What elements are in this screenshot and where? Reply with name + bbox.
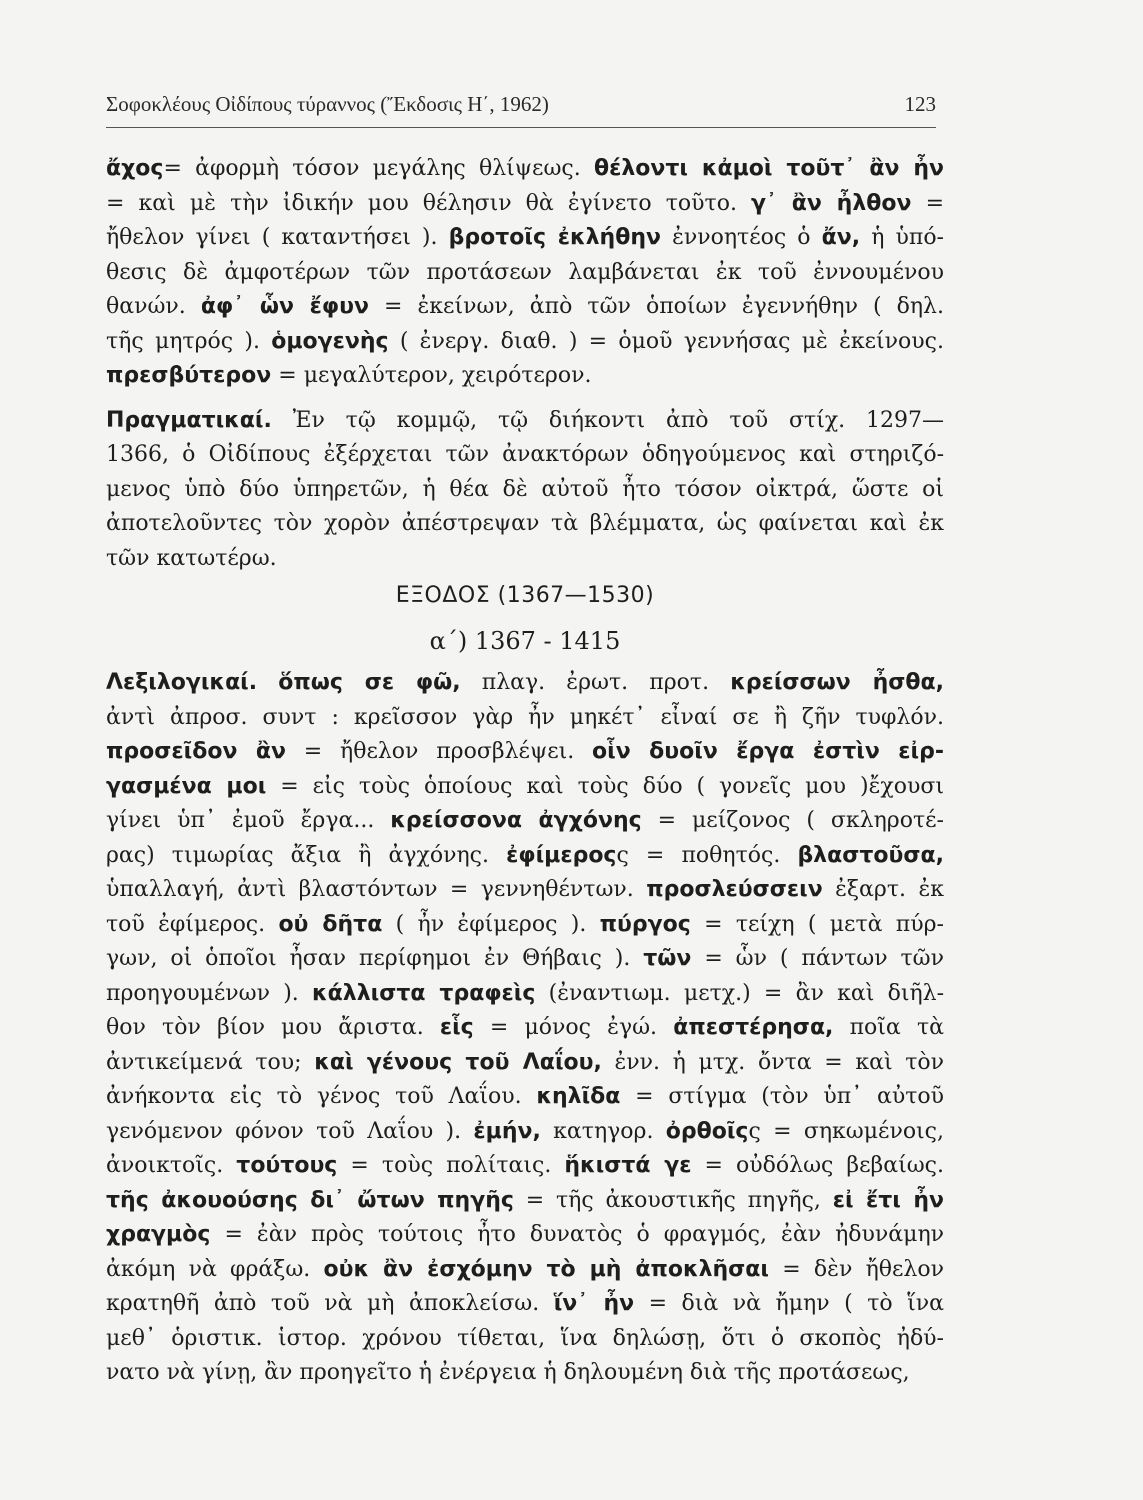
text-run: τῶν κατωτέρω. bbox=[106, 545, 277, 571]
lemma-bold: εἰ ἔτι ἦν bbox=[832, 1187, 944, 1213]
text-run: γενόμενον φόνον τοῦ Λαΐου ). bbox=[106, 1118, 474, 1144]
text-line bbox=[106, 187, 944, 222]
text-run: ἀνήκοντα εἰς τὸ γένος τοῦ Λαΐου. bbox=[106, 1084, 537, 1109]
lemma-bold: τῆς ἀκουούσης δι᾽ ὤτων πηγῆς bbox=[106, 1187, 514, 1213]
text-line bbox=[106, 1115, 944, 1150]
text-run: ἤθελον γίνει ( καταντήσει ). bbox=[106, 225, 449, 250]
text-run: ρας) τιμωρίας ἄξια ἢ ἀγχόνης. bbox=[106, 842, 507, 868]
text-line bbox=[106, 735, 944, 770]
lemma-bold: ἀφ᾽ ὧν ἔφυν bbox=[200, 294, 369, 319]
lemma-bold: ἀπεστέρησα, bbox=[673, 1015, 834, 1040]
lemma-bold: βροτοῖς ἐκλήθην bbox=[448, 225, 661, 250]
lemma-bold: προσεῖδον ἂν bbox=[106, 739, 286, 764]
text-run: ἀκόμη νὰ φράξω. bbox=[106, 1256, 324, 1282]
lemma-bold: Πραγματικαί. bbox=[106, 407, 272, 433]
running-header bbox=[106, 92, 936, 117]
text-line bbox=[106, 942, 944, 977]
text-line bbox=[106, 290, 944, 325]
text-line bbox=[106, 473, 944, 508]
text-run: = στίγμα (τὸν ὑπ᾽ αὐτοῦ bbox=[620, 1084, 944, 1109]
text-run: = ἐὰν πρὸς τούτοις ἦτο δυνατὸς ὁ φραγμός, ἐὰν ἠδυνάμην bbox=[210, 1222, 944, 1247]
text-run: κατηγορ. bbox=[540, 1118, 666, 1144]
text-run: ἀντὶ ἀπροσ. συντ : κρεῖσσον γὰρ ἦν μηκέτ᾽ εἶναί σε ἢ ζῆν τυφλόν. bbox=[106, 704, 944, 730]
text-run: = ὧν ( πάντων τῶν bbox=[691, 946, 944, 971]
text-line bbox=[106, 404, 944, 439]
paragraph-pragmatikai bbox=[106, 404, 944, 577]
lemma-bold: προσλεύσσειν bbox=[646, 877, 823, 902]
text-line bbox=[106, 804, 944, 839]
lemma-bold: ἵν᾽ ἦν bbox=[553, 1291, 635, 1316]
text-line bbox=[106, 666, 944, 701]
lemma-bold: γ᾽ ἂν ἦλθον bbox=[751, 190, 912, 216]
text-line bbox=[106, 221, 944, 256]
text-run: νατο νὰ γίνῃ, ἂν προηγεῖτο ἡ ἐνέργεια ἡ δηλουμένη διὰ τῆς προτάσεως, bbox=[106, 1360, 910, 1385]
lemma-bold: ἥκιστά γε bbox=[564, 1153, 692, 1178]
paragraph-glossary-1 bbox=[106, 152, 944, 394]
text-line bbox=[106, 507, 944, 542]
text-run: τῆς μητρός ). bbox=[106, 328, 272, 354]
text-run: = μεγαλύτερον, χειρότερον. bbox=[271, 363, 592, 388]
text-run: θανών. bbox=[106, 294, 201, 319]
lemma-bold: οὐκ ἂν ἐσχόμην τὸ μὴ ἀποκλῆσαι bbox=[323, 1256, 769, 1282]
text-line bbox=[106, 256, 944, 291]
lemma-bold: τῶν bbox=[643, 946, 692, 971]
text-run: = τῆς ἀκουστικῆς πηγῆς, bbox=[513, 1187, 833, 1213]
text-run: ς = σηκωμένοις, bbox=[748, 1118, 944, 1144]
text-run: θεσις δὲ ἀμφοτέρων τῶν προτάσεων λαμβάνεται ἐκ τοῦ ἐννουμένου bbox=[106, 259, 944, 285]
text-run bbox=[257, 670, 278, 695]
lemma-bold: ἐμήν, bbox=[473, 1118, 541, 1144]
text-run: ἀνοικτοῖς. bbox=[106, 1153, 237, 1178]
lemma-bold: κρείσσων ἦσθα, bbox=[730, 670, 944, 695]
lemma-bold: ὅπως σε φῶ, bbox=[278, 670, 461, 695]
subsection-title: α΄) 1367 - 1415 bbox=[429, 627, 621, 655]
text-run: = τοὺς πολίταις. bbox=[337, 1153, 565, 1178]
text-run: κρατηθῆ ἀπὸ τοῦ νὰ μὴ ἀποκλείσω. bbox=[106, 1291, 554, 1316]
lemma-bold: καὶ γένους τοῦ Λαΐου, bbox=[314, 1049, 602, 1075]
text-run: = ἤθελον προσβλέψει. bbox=[286, 739, 593, 764]
text-run: ς = ποθητός. bbox=[616, 842, 798, 868]
text-line bbox=[106, 977, 944, 1012]
text-run: = ἐκείνων, ἀπὸ τῶν ὁποίων ἐγεννήθην ( δηλ. bbox=[368, 294, 944, 319]
text-run: = τείχη ( μετὰ πύρ- bbox=[690, 911, 944, 937]
text-run: = bbox=[911, 190, 944, 216]
text-run: (ἐναντιωμ. μετχ.) = ἂν καὶ διῆλ- bbox=[535, 980, 944, 1006]
lemma-bold: κηλῖδα bbox=[536, 1084, 621, 1109]
lemma-bold: χραγμὸς bbox=[106, 1222, 211, 1247]
text-run: ποῖα τὰ bbox=[833, 1015, 944, 1040]
running-title: Σοφοκλέους Οἰδίπους τύραννος (Ἔκδοσις Η΄, 1962) bbox=[106, 92, 549, 116]
text-run: ἐνν. ἡ μτχ. ὄντα = καὶ τὸν bbox=[601, 1049, 944, 1075]
text-run: πλαγ. ἐρωτ. προτ. bbox=[460, 670, 731, 695]
paragraph-lexilogikai bbox=[106, 666, 944, 1391]
lemma-bold: οὐ δῆτα bbox=[278, 911, 383, 937]
text-line bbox=[106, 359, 944, 394]
text-line bbox=[106, 1356, 944, 1391]
lemma-bold: βλαστοῦσα, bbox=[797, 842, 944, 868]
text-run: = εἰς τοὺς ὁποίους καὶ τοὺς δύο ( γονεῖς μου )ἔχουσι bbox=[266, 773, 944, 799]
text-run: προηγουμένων ). bbox=[106, 980, 313, 1006]
text-run: θον τὸν βίον μου ἄριστα. bbox=[106, 1015, 440, 1040]
text-line bbox=[106, 1287, 944, 1322]
text-run: = ἀφορμὴ τόσον μεγάλης θλίψεως. bbox=[163, 156, 594, 181]
text-run: = καὶ μὲ τὴν ἰδικήν μου θέλησιν θὰ ἐγίνετο τοῦτο. bbox=[106, 190, 752, 216]
text-line bbox=[106, 873, 944, 908]
lemma-bold: πρεσβύτερον bbox=[106, 363, 272, 388]
text-line bbox=[106, 1080, 944, 1115]
text-run: ( ἐνεργ. διαθ. ) = ὁμοῦ γεννήσας μὲ ἐκείνους. bbox=[388, 328, 944, 354]
text-run: ἐξαρτ. ἐκ bbox=[822, 877, 944, 902]
text-run: τοῦ ἐφίμερος. bbox=[106, 911, 279, 937]
lemma-bold: ἄν, bbox=[821, 225, 861, 250]
text-run: ἐννοητέος ὁ bbox=[660, 225, 822, 250]
lemma-bold: πύργος bbox=[599, 911, 691, 937]
lemma-bold: τούτους bbox=[236, 1153, 338, 1178]
text-line bbox=[106, 701, 944, 736]
text-run: = οὐδόλως βεβαίως. bbox=[691, 1153, 944, 1178]
text-line bbox=[106, 1322, 944, 1357]
lemma-bold: Λεξιλογικαί. bbox=[106, 670, 258, 695]
lemma-bold: θέλοντι κἀμοὶ τοῦτ᾽ ἂν ἦν bbox=[593, 156, 944, 181]
lemma-bold: κρείσσονα ἀγχόνης bbox=[390, 808, 642, 833]
text-run: = δὲν ἤθελον bbox=[769, 1256, 944, 1282]
page-body bbox=[106, 152, 944, 1391]
text-line bbox=[106, 770, 944, 805]
lemma-bold: ὀρθοῖς bbox=[665, 1118, 749, 1144]
text-line bbox=[106, 438, 944, 473]
text-run: = μείζονος ( σκληροτέ- bbox=[641, 808, 944, 833]
text-line bbox=[106, 542, 944, 577]
text-line bbox=[106, 1253, 944, 1288]
text-run: μεθ᾽ ὁριστικ. ἱστορ. χρόνου τίθεται, ἵνα δηλώσῃ, ὅτι ὁ σκοπὸς ἠδύ- bbox=[106, 1325, 944, 1351]
text-run: Ἐν τῷ κομμῷ, τῷ διήκοντι ἀπὸ τοῦ στίχ. 1297— bbox=[271, 407, 944, 433]
text-line bbox=[106, 1184, 944, 1219]
text-run: μενος ὑπὸ δύο ὑπηρετῶν, ἡ θέα δὲ αὐτοῦ ἦτο τόσον οἰκτρά, ὥστε οἱ bbox=[106, 476, 944, 502]
text-run: ὑπαλλαγή, ἀντὶ βλαστόντων = γεννηθέντων. bbox=[106, 877, 647, 902]
text-line bbox=[106, 1218, 944, 1253]
text-line bbox=[106, 1011, 944, 1046]
text-run: γων, οἱ ὁποῖοι ἦσαν περίφημοι ἐν Θήβαις ). bbox=[106, 946, 644, 971]
header-rule bbox=[106, 127, 936, 128]
text-run: γίνει ὑπ᾽ ἐμοῦ ἔργα... bbox=[106, 808, 391, 833]
lemma-bold: εἷς bbox=[439, 1015, 474, 1040]
text-line bbox=[106, 908, 944, 943]
text-run: = μόνος ἐγώ. bbox=[473, 1015, 674, 1040]
lemma-bold: ἐφίμερος bbox=[506, 842, 617, 868]
text-run: ἀντικείμενά του; bbox=[106, 1049, 315, 1075]
text-line bbox=[106, 839, 944, 874]
text-line bbox=[106, 152, 944, 187]
text-run: ( ἦν ἐφίμερος ). bbox=[382, 911, 600, 937]
lemma-bold: κάλλιστα τραφεὶς bbox=[312, 980, 536, 1006]
lemma-bold: γασμένα μοι bbox=[106, 773, 267, 799]
text-run: 1366, ὁ Οἰδίπους ἐξέρχεται τῶν ἀνακτόρων ὁδηγούμενος καὶ στηριζό- bbox=[106, 442, 944, 467]
text-line bbox=[106, 1149, 944, 1184]
text-run: ἀποτελοῦντες τὸν χορὸν ἀπέστρεψαν τὰ βλέμματα, ὡς φαίνεται καὶ ἐκ bbox=[106, 511, 944, 536]
text-line bbox=[106, 325, 944, 360]
lemma-bold: οἷν δυοῖν ἔργα ἐστὶν εἰρ- bbox=[592, 739, 944, 764]
text-run: = διὰ νὰ ἤμην ( τὸ ἵνα bbox=[634, 1291, 944, 1316]
lemma-bold: ὁμογενὴς bbox=[271, 328, 389, 354]
page-number: 123 bbox=[904, 92, 936, 116]
section-title: ΕΞΟΔΟΣ (1367—1530) bbox=[395, 583, 655, 608]
text-run: ἡ ὑπό- bbox=[860, 225, 944, 250]
text-line bbox=[106, 1046, 944, 1081]
lemma-bold: ἄχος bbox=[106, 156, 164, 181]
